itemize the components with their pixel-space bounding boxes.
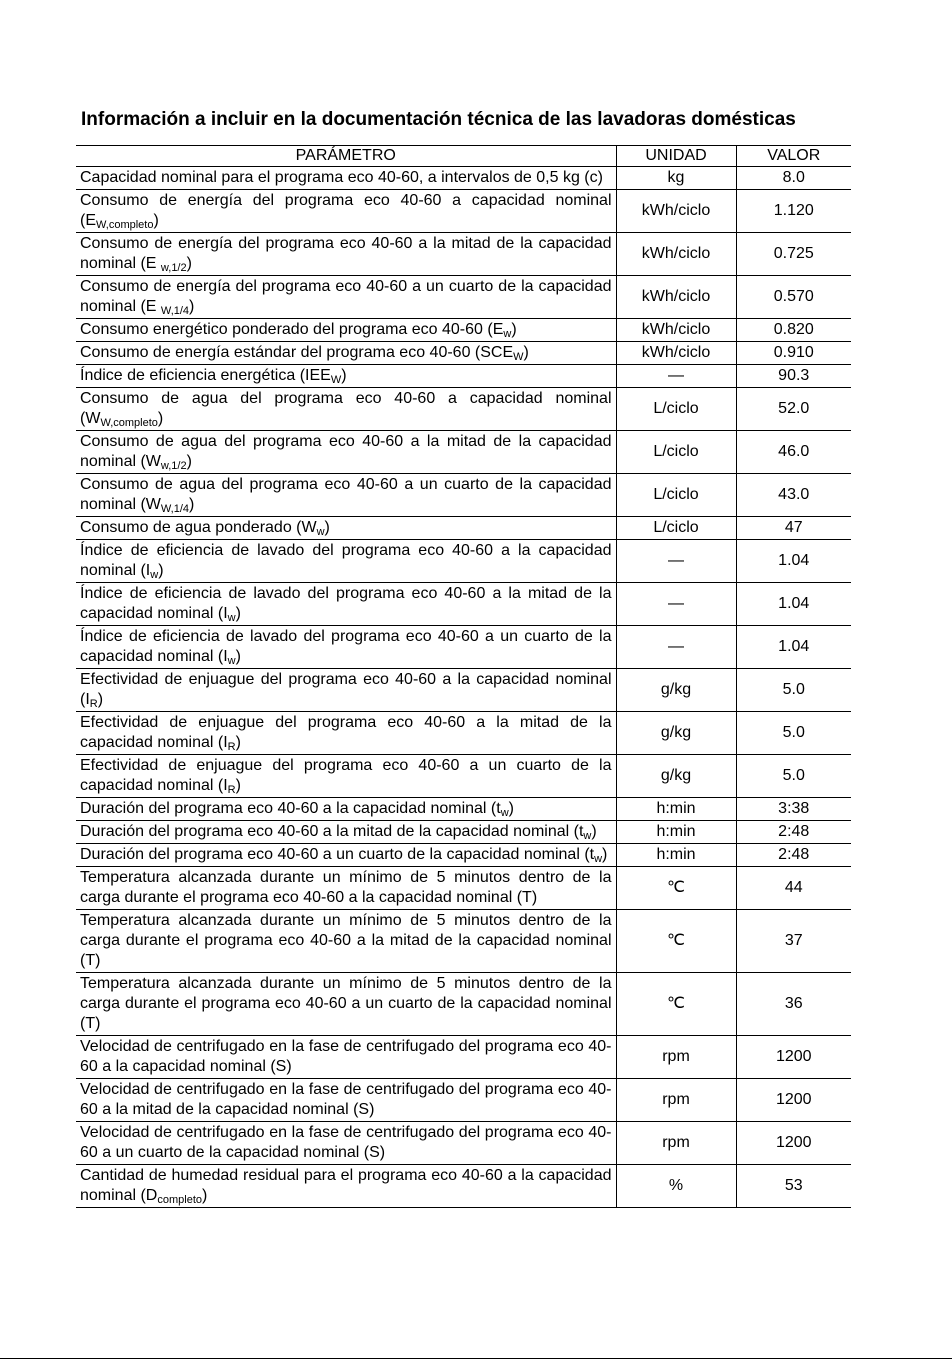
parameter-subscript: w,1/2	[160, 460, 187, 472]
parameter-text: Capacidad nominal para el programa eco 40-60, a intervalos de 0,5 kg (c)	[80, 169, 603, 186]
unit-cell: —	[616, 583, 736, 626]
parameter-cell	[76, 755, 616, 798]
parameter-cell	[76, 365, 616, 388]
table-body	[76, 167, 851, 1208]
parameter-suffix: )	[591, 823, 597, 840]
value-cell: 2:48	[736, 821, 851, 844]
parameter-text: Temperatura alcanzada durante un mínimo de 5 minutos dentro de la carga durante el programa eco 40-60 a la capacidad nominal (T)	[80, 869, 612, 906]
parameter-text: Temperatura alcanzada durante un mínimo de 5 minutos dentro de la carga durante el programa eco 40-60 a la mitad de la capacidad nominal (T)	[80, 912, 612, 969]
parameter-subscript: W,1/4	[160, 305, 190, 317]
table-row	[76, 844, 851, 867]
parameter-suffix: )	[523, 344, 529, 361]
value-cell: 90.3	[736, 365, 851, 388]
unit-cell: ℃	[616, 973, 736, 1036]
value-cell: 43.0	[736, 474, 851, 517]
value-cell: 1.04	[736, 626, 851, 669]
unit-cell: L/ciclo	[616, 517, 736, 540]
unit-cell: rpm	[616, 1079, 736, 1122]
value-cell: 46.0	[736, 431, 851, 474]
unit-cell: kWh/ciclo	[616, 342, 736, 365]
table-row	[76, 1165, 851, 1208]
value-cell: 52.0	[736, 388, 851, 431]
parameter-subscript: W,completo	[100, 417, 158, 429]
value-cell: 1.120	[736, 190, 851, 233]
parameter-text: Consumo de energía del programa eco 40-60 a un cuarto de la capacidad nominal (E	[80, 278, 612, 315]
parameter-subscript: w	[227, 655, 236, 667]
parameter-cell	[76, 583, 616, 626]
parameter-suffix: )	[157, 410, 164, 427]
value-cell: 36	[736, 973, 851, 1036]
parameter-cell	[76, 973, 616, 1036]
parameter-text: Consumo de agua del programa eco 40-60 a un cuarto de la capacidad nominal (W	[80, 476, 612, 513]
unit-cell: kWh/ciclo	[616, 190, 736, 233]
parameter-text: Índice de eficiencia de lavado del programa eco 40-60 a la mitad de la capacidad nominal (I	[80, 585, 612, 622]
parameter-text: Consumo de agua del programa eco 40-60 a la mitad de la capacidad nominal (W	[80, 433, 612, 470]
table-row	[76, 431, 851, 474]
value-cell: 1.04	[736, 583, 851, 626]
header-unit: UNIDAD	[616, 146, 736, 167]
unit-cell: L/ciclo	[616, 388, 736, 431]
parameter-cell	[76, 431, 616, 474]
parameter-text: Consumo de energía del programa eco 40-60 a capacidad nominal (E	[80, 192, 612, 229]
unit-cell: h:min	[616, 798, 736, 821]
parameter-subscript: w	[227, 612, 236, 624]
header-param: PARÁMETRO	[76, 146, 616, 167]
parameter-cell	[76, 540, 616, 583]
value-cell: 8.0	[736, 167, 851, 190]
table-row	[76, 474, 851, 517]
table-row	[76, 583, 851, 626]
table-row	[76, 1079, 851, 1122]
parameter-subscript: w	[150, 569, 159, 581]
parameter-subscript: w,1/2	[160, 262, 187, 274]
unit-cell: ℃	[616, 867, 736, 910]
value-cell: 1.04	[736, 540, 851, 583]
parameter-text: Consumo energético ponderado del programa eco 40-60 (E	[80, 321, 504, 338]
parameter-suffix: )	[202, 1187, 208, 1204]
parameter-subscript: R	[227, 784, 236, 796]
parameter-subscript: R	[227, 741, 236, 753]
value-cell: 0.570	[736, 276, 851, 319]
unit-cell: —	[616, 365, 736, 388]
value-cell: 1200	[736, 1036, 851, 1079]
parameter-suffix: )	[602, 846, 608, 863]
table-row	[76, 973, 851, 1036]
parameter-subscript: w	[316, 526, 325, 538]
parameter-suffix: )	[235, 605, 241, 622]
value-cell: 1200	[736, 1122, 851, 1165]
value-cell: 5.0	[736, 669, 851, 712]
parameter-subscript: w	[500, 807, 509, 819]
parameter-subscript: W,1/4	[160, 503, 190, 515]
table-row	[76, 821, 851, 844]
parameter-text: Consumo de energía estándar del programa eco 40-60 (SCE	[80, 344, 514, 361]
value-cell: 1200	[736, 1079, 851, 1122]
value-cell: 0.820	[736, 319, 851, 342]
parameter-suffix: )	[97, 691, 104, 708]
unit-cell: rpm	[616, 1036, 736, 1079]
parameter-text: Consumo de energía del programa eco 40-60 a la mitad de la capacidad nominal (E	[80, 235, 612, 272]
unit-cell: L/ciclo	[616, 474, 736, 517]
value-cell: 5.0	[736, 712, 851, 755]
unit-cell: h:min	[616, 821, 736, 844]
unit-cell: kWh/ciclo	[616, 276, 736, 319]
parameter-cell	[76, 1165, 616, 1208]
unit-cell: —	[616, 626, 736, 669]
parameter-cell	[76, 712, 616, 755]
parameter-subscript: completo	[157, 1194, 202, 1206]
parameter-cell	[76, 167, 616, 190]
parameter-subscript: W	[513, 351, 524, 363]
parameter-text: Cantidad de humedad residual para el programa eco 40-60 a la capacidad nominal (D	[80, 1167, 612, 1204]
table-row	[76, 342, 851, 365]
value-cell: 47	[736, 517, 851, 540]
parameter-suffix: )	[324, 519, 330, 536]
table-row	[76, 540, 851, 583]
parameter-subscript: w	[594, 853, 603, 865]
parameter-cell	[76, 1079, 616, 1122]
unit-cell: L/ciclo	[616, 431, 736, 474]
parameter-subscript: R	[89, 698, 98, 710]
table-row	[76, 233, 851, 276]
spec-table	[76, 145, 851, 1208]
table-row	[76, 669, 851, 712]
parameter-cell	[76, 388, 616, 431]
table-row	[76, 190, 851, 233]
unit-cell: rpm	[616, 1122, 736, 1165]
table-row	[76, 1122, 851, 1165]
parameter-text: Índice de eficiencia energética (IEE	[80, 367, 331, 384]
table-row	[76, 365, 851, 388]
table-row	[76, 517, 851, 540]
value-cell: 2:48	[736, 844, 851, 867]
parameter-cell	[76, 821, 616, 844]
table-row	[76, 1036, 851, 1079]
parameter-cell	[76, 190, 616, 233]
parameter-text: Índice de eficiencia de lavado del programa eco 40-60 a un cuarto de la capacidad nominal (I	[80, 628, 612, 665]
table-header-row	[76, 146, 851, 167]
value-cell: 0.725	[736, 233, 851, 276]
parameter-suffix: )	[511, 321, 517, 338]
parameter-text: Efectividad de enjuague del programa eco 40-60 a la capacidad nominal (I	[80, 671, 612, 708]
table-row	[76, 276, 851, 319]
parameter-cell	[76, 798, 616, 821]
value-cell: 5.0	[736, 755, 851, 798]
parameter-subscript: W,completo	[96, 219, 154, 231]
parameter-subscript: W	[330, 374, 342, 386]
document-title: Información a incluir en la documentación técnica de las lavadoras domésticas	[81, 109, 796, 130]
parameter-cell	[76, 276, 616, 319]
unit-cell: g/kg	[616, 755, 736, 798]
table-row	[76, 910, 851, 973]
table-row	[76, 626, 851, 669]
parameter-text: Velocidad de centrifugado en la fase de centrifugado del programa eco 40-60 a la capacidad nominal (S)	[80, 1038, 612, 1075]
unit-cell: kg	[616, 167, 736, 190]
parameter-text: Duración del programa eco 40-60 a la mitad de la capacidad nominal (t	[80, 823, 584, 840]
parameter-suffix: )	[186, 255, 192, 272]
unit-cell: %	[616, 1165, 736, 1208]
unit-cell: —	[616, 540, 736, 583]
parameter-subscript: w	[583, 830, 592, 842]
parameter-suffix: )	[235, 648, 241, 665]
parameter-suffix: )	[189, 298, 195, 315]
table-row	[76, 755, 851, 798]
unit-cell: kWh/ciclo	[616, 319, 736, 342]
table-row	[76, 798, 851, 821]
parameter-suffix: )	[186, 453, 192, 470]
parameter-text: Efectividad de enjuague del programa eco 40-60 a un cuarto de la capacidad nominal (I	[80, 757, 612, 794]
parameter-cell	[76, 319, 616, 342]
parameter-text: Velocidad de centrifugado en la fase de centrifugado del programa eco 40-60 a la mitad de la capacidad nominal (S)	[80, 1081, 612, 1118]
parameter-cell	[76, 474, 616, 517]
unit-cell: ℃	[616, 910, 736, 973]
parameter-cell	[76, 626, 616, 669]
parameter-cell	[76, 517, 616, 540]
parameter-cell	[76, 867, 616, 910]
value-cell: 3:38	[736, 798, 851, 821]
table-row	[76, 388, 851, 431]
parameter-cell	[76, 233, 616, 276]
parameter-suffix: )	[153, 212, 159, 229]
header-value: VALOR	[736, 146, 851, 167]
parameter-cell	[76, 669, 616, 712]
parameter-suffix: )	[158, 562, 164, 579]
parameter-cell	[76, 844, 616, 867]
parameter-suffix: )	[508, 800, 514, 817]
parameter-text: Duración del programa eco 40-60 a la capacidad nominal (t	[80, 800, 501, 817]
unit-cell: g/kg	[616, 669, 736, 712]
table-row	[76, 712, 851, 755]
value-cell: 37	[736, 910, 851, 973]
parameter-cell	[76, 910, 616, 973]
page-bottom-rule	[0, 1358, 952, 1359]
parameter-text: Efectividad de enjuague del programa eco 40-60 a la mitad de la capacidad nominal (I	[80, 714, 612, 751]
table-row	[76, 867, 851, 910]
value-cell: 0.910	[736, 342, 851, 365]
table-row	[76, 167, 851, 190]
parameter-cell	[76, 342, 616, 365]
unit-cell: kWh/ciclo	[616, 233, 736, 276]
value-cell: 53	[736, 1165, 851, 1208]
parameter-text: Consumo de agua ponderado (W	[80, 519, 317, 536]
parameter-text: Duración del programa eco 40-60 a un cuarto de la capacidad nominal (t	[80, 846, 595, 863]
parameter-suffix: )	[235, 734, 241, 751]
parameter-text: Índice de eficiencia de lavado del programa eco 40-60 a la capacidad nominal (I	[80, 542, 612, 579]
parameter-text: Consumo de agua del programa eco 40-60 a capacidad nominal (W	[80, 390, 612, 427]
value-cell: 44	[736, 867, 851, 910]
table-row	[76, 319, 851, 342]
unit-cell: g/kg	[616, 712, 736, 755]
parameter-cell	[76, 1036, 616, 1079]
parameter-cell	[76, 1122, 616, 1165]
parameter-text: Velocidad de centrifugado en la fase de centrifugado del programa eco 40-60 a un cuarto de la capacidad nominal (S)	[80, 1124, 612, 1161]
parameter-subscript: w	[503, 328, 512, 340]
parameter-suffix: )	[189, 496, 195, 513]
parameter-text: Temperatura alcanzada durante un mínimo de 5 minutos dentro de la carga durante el programa eco 40-60 a un cuarto de la capacidad nominal (T)	[80, 975, 612, 1032]
unit-cell: h:min	[616, 844, 736, 867]
parameter-suffix: )	[341, 367, 347, 384]
parameter-suffix: )	[235, 777, 241, 794]
